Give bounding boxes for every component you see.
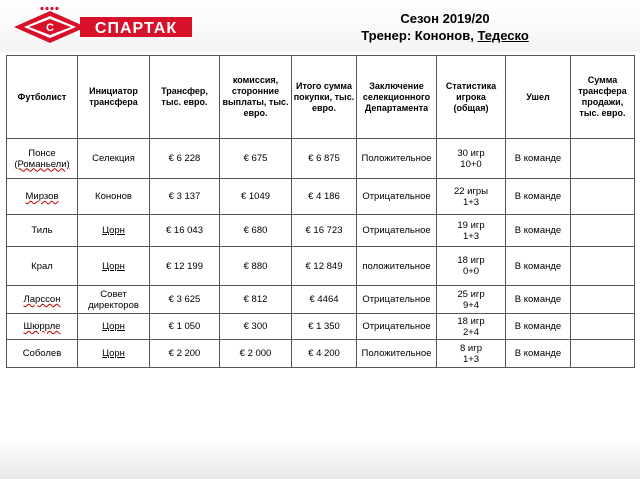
stats-cell — [437, 314, 506, 340]
transfer-cell: € 2 200 — [150, 340, 220, 368]
stats-cell — [437, 139, 506, 179]
player-name: Шюррле — [23, 321, 61, 332]
stats-games: 19 игр — [457, 219, 485, 231]
initiator-cell — [78, 314, 150, 340]
commission-cell: € 675 — [220, 139, 292, 179]
col-header-stats: Статистика игрока (общая) — [437, 56, 506, 139]
initiator-name: Цорн — [102, 225, 125, 236]
stats-cell — [437, 340, 506, 368]
initiator-name: Цорн — [102, 260, 125, 272]
stats-goals: 1+3 — [462, 196, 480, 208]
commission-cell: € 300 — [220, 314, 292, 340]
transfer-cell: € 12 199 — [150, 247, 220, 286]
table-row — [7, 179, 635, 215]
player-cell — [7, 286, 78, 314]
sale-cell — [571, 247, 635, 286]
transfer-cell: € 6 228 — [150, 139, 220, 179]
table-row — [7, 139, 635, 179]
stats-games: 8 игр — [460, 342, 482, 354]
table-row — [7, 247, 635, 286]
col-header-initiator: Инициатор трансфера — [78, 56, 150, 139]
commission-cell: € 2 000 — [220, 340, 292, 368]
total-cell: € 16 723 — [292, 215, 357, 247]
player-cell — [7, 139, 78, 179]
commission-cell: € 1049 — [220, 179, 292, 215]
sale-cell — [571, 179, 635, 215]
player-name: Понсе — [28, 147, 56, 159]
left-cell: В команде — [506, 286, 571, 314]
stats-games: 25 игр — [457, 288, 485, 300]
table-row — [7, 340, 635, 368]
stats-goals: 2+4 — [462, 326, 480, 338]
left-cell: В команде — [506, 247, 571, 286]
stats-goals: 10+0 — [460, 158, 482, 170]
table-row — [7, 286, 635, 314]
total-cell: € 4464 — [292, 286, 357, 314]
commission-cell: € 880 — [220, 247, 292, 286]
logo-emblem — [14, 11, 86, 43]
total-cell: € 4 200 — [292, 340, 357, 368]
left-cell: В команде — [506, 139, 571, 179]
total-cell: € 4 186 — [292, 179, 357, 215]
player-name: Ларссон — [23, 294, 61, 305]
stats-games: 30 игр — [457, 147, 485, 159]
total-cell: € 1 350 — [292, 314, 357, 340]
initiator-cell — [78, 215, 150, 247]
conclusion-cell: положительное — [357, 247, 437, 286]
stats-goals: 1+3 — [462, 230, 480, 242]
initiator-cell: Кононов — [78, 179, 150, 215]
initiator-cell: Селекция — [78, 139, 150, 179]
table-header-row — [7, 56, 635, 139]
table-row — [7, 314, 635, 340]
total-cell: € 6 875 — [292, 139, 357, 179]
left-cell: В команде — [506, 215, 571, 247]
sale-cell — [571, 139, 635, 179]
player-cell: Соболев — [7, 340, 78, 368]
col-header-conclusion: Заключение селекционного Департамента — [357, 56, 437, 139]
stats-cell — [437, 247, 506, 286]
col-header-total: Итого сумма покупки, тыс. евро. — [292, 56, 357, 139]
transfer-cell: € 16 043 — [150, 215, 220, 247]
player-cell — [7, 179, 78, 215]
stats-goals: 1+3 — [462, 353, 480, 365]
player-cell — [7, 314, 78, 340]
coach-second: Тедеско — [477, 28, 529, 43]
transfers-table — [6, 55, 635, 368]
stats-goals: 9+4 — [462, 299, 480, 311]
svg-text:С: С — [46, 22, 54, 34]
col-header-transfer: Трансфер, тыс. евро. — [150, 56, 220, 139]
initiator-cell — [78, 247, 150, 286]
initiator-cell — [78, 340, 150, 368]
conclusion-cell: Отрицательное — [357, 215, 437, 247]
sale-cell — [571, 286, 635, 314]
stats-games: 22 игры — [453, 185, 489, 197]
initiator-name: Цорн — [102, 321, 125, 332]
logo-stars — [40, 7, 58, 10]
initiator-cell — [78, 286, 150, 314]
stats-goals: 0+0 — [462, 266, 480, 277]
sale-cell — [571, 340, 635, 368]
player-name: Мирзов — [25, 191, 59, 202]
col-header-left: Ушел — [506, 56, 571, 139]
transfer-cell: € 3 625 — [150, 286, 220, 314]
conclusion-cell: Отрицательное — [357, 286, 437, 314]
initiator-line2: директоров — [88, 299, 139, 311]
stats-cell — [437, 215, 506, 247]
season-title: Сезон 2019/20 — [400, 11, 490, 26]
left-cell: В команде — [506, 314, 571, 340]
stats-games: 18 игр — [457, 255, 485, 266]
stats-cell — [437, 286, 506, 314]
conclusion-cell: Отрицательное — [357, 179, 437, 215]
sale-cell — [571, 215, 635, 247]
conclusion-cell: Отрицательное — [357, 314, 437, 340]
logo-text: СПАРТАК — [94, 20, 178, 37]
player-cell: Тиль — [7, 215, 78, 247]
initiator-line1: Совет — [100, 288, 127, 300]
table-row — [7, 215, 635, 247]
player-note: (Романьели) — [14, 158, 70, 170]
col-header-commission: комиссия, сторонние выплаты, тыс. евро. — [220, 56, 292, 139]
left-cell: В команде — [506, 340, 571, 368]
coach-prefix: Тренер: Кононов, — [361, 28, 478, 43]
sale-cell — [571, 314, 635, 340]
col-header-sale: Сумма трансфера продажи, тыс. евро. — [571, 56, 635, 139]
footer-shade — [0, 439, 640, 479]
conclusion-cell: Положительное — [357, 139, 437, 179]
transfer-cell: € 1 050 — [150, 314, 220, 340]
player-cell: Крал — [7, 247, 78, 286]
stats-cell — [437, 179, 506, 215]
spartak-logo — [10, 6, 194, 48]
transfer-cell: € 3 137 — [150, 179, 220, 215]
commission-cell: € 680 — [220, 215, 292, 247]
coach-line — [330, 28, 560, 43]
col-header-player: Футболист — [7, 56, 78, 139]
commission-cell: € 812 — [220, 286, 292, 314]
initiator-name: Цорн — [102, 348, 125, 359]
left-cell: В команде — [506, 179, 571, 215]
stats-games: 18 игр — [457, 315, 485, 327]
conclusion-cell: Положительное — [357, 340, 437, 368]
total-cell: € 12 849 — [292, 247, 357, 286]
